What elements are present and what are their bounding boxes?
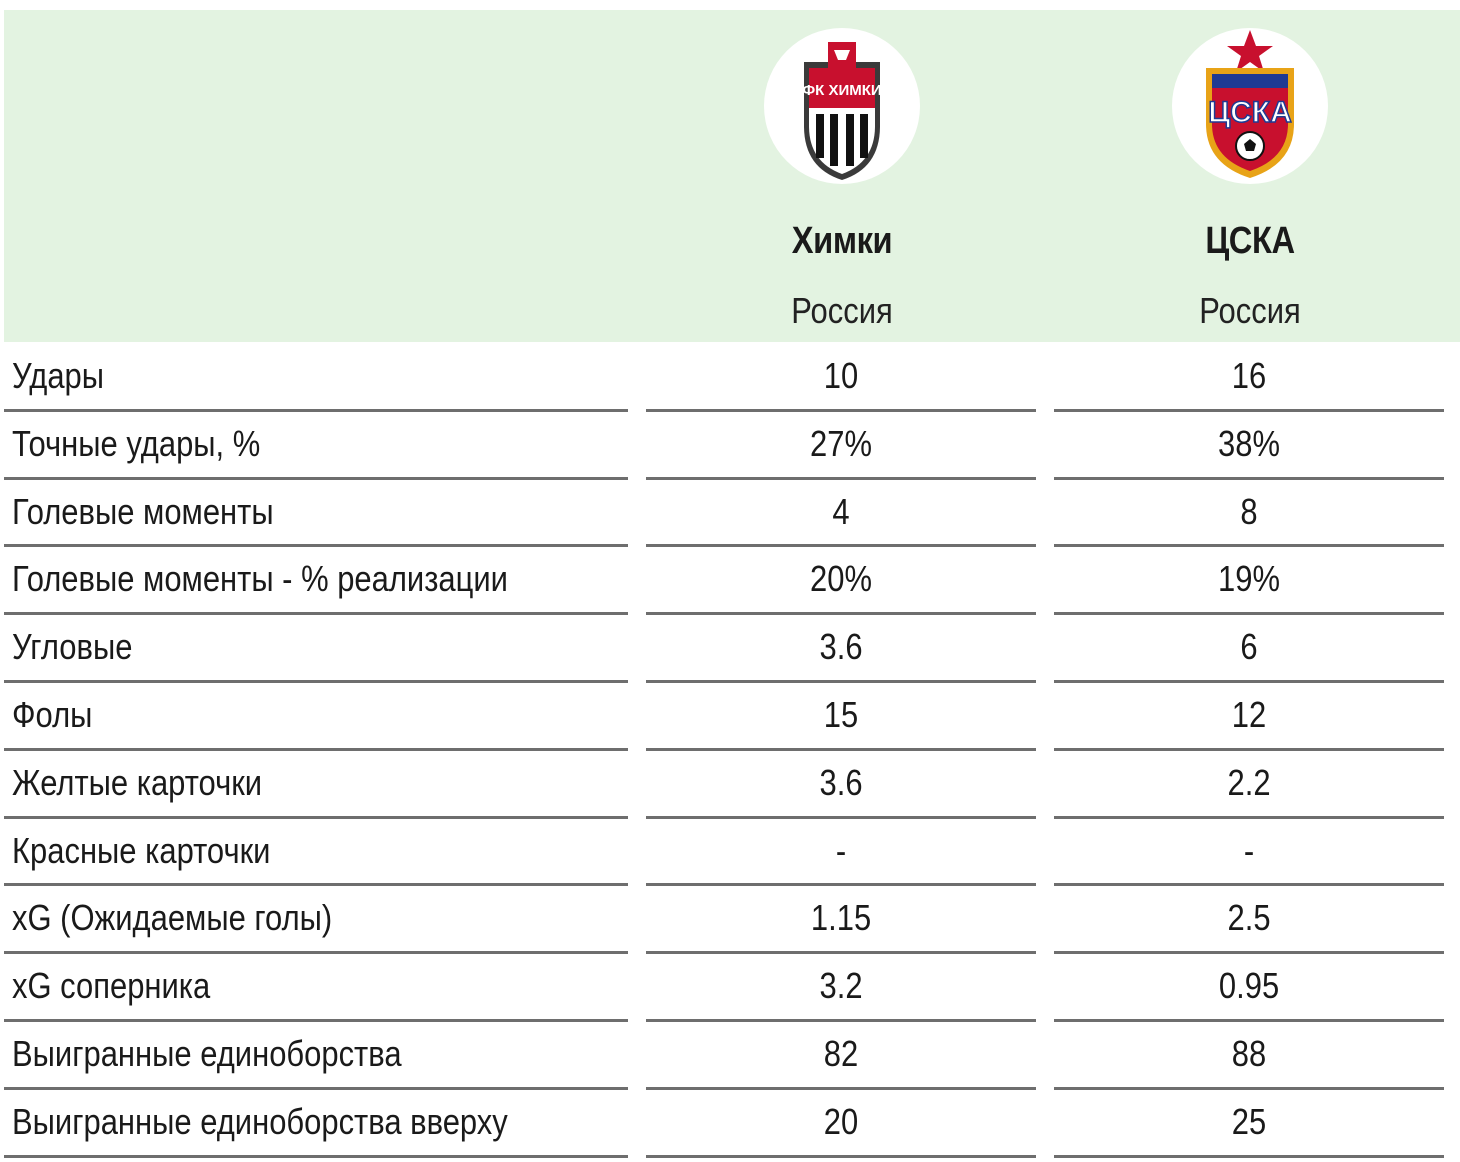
stat-value-home: [646, 547, 1036, 615]
stat-label-text: Красные карточки: [12, 829, 271, 871]
team-country-home: Россия: [791, 290, 893, 331]
svg-text:ФК ХИМКИ: ФК ХИМКИ: [802, 82, 882, 99]
stat-label-text: Голевые моменты - % реализации: [12, 558, 508, 600]
stat-value-away: [1054, 412, 1444, 480]
stat-label-text: Выигранные единоборства вверху: [12, 1100, 508, 1142]
stat-value-home-text: 15: [823, 693, 859, 735]
stat-label: [4, 819, 628, 887]
stat-value-home-text: 3.6: [819, 626, 863, 668]
stat-value-home: [646, 1022, 1036, 1090]
stat-value-home: [646, 683, 1036, 751]
stat-value-away-text: 0.95: [1218, 965, 1280, 1007]
stat-value-away: [1054, 547, 1444, 615]
stat-label-text: Выигранные единоборства: [12, 1032, 402, 1074]
stat-value-away: [1054, 480, 1444, 548]
stat-value-away: [1054, 751, 1444, 819]
stat-label-text: Угловые: [12, 626, 133, 668]
table-row: [4, 1090, 1460, 1158]
stat-value-away: [1054, 954, 1444, 1022]
stat-value-away-text: -: [1243, 829, 1255, 871]
stat-value-home: [646, 615, 1036, 683]
stat-label: [4, 615, 628, 683]
team-name-away: ЦСКА: [1205, 220, 1295, 262]
stat-label-text: Желтые карточки: [12, 761, 263, 803]
stat-value-home-text: 3.2: [819, 965, 863, 1007]
stat-value-away-text: 6: [1240, 626, 1258, 668]
svg-text:ЦСКА: ЦСКА: [1208, 96, 1292, 129]
stat-label: [4, 1090, 628, 1158]
stat-label: [4, 954, 628, 1022]
stat-value-home: [646, 819, 1036, 887]
stat-label: [4, 344, 628, 412]
stat-label-text: Точные удары, %: [12, 422, 261, 464]
stat-value-home-text: 10: [823, 355, 859, 396]
stat-label: [4, 751, 628, 819]
stat-value-home: [646, 412, 1036, 480]
stat-value-home-text: 27%: [810, 422, 872, 464]
stat-label-text: xG соперника: [12, 965, 211, 1007]
table-row: [4, 547, 1460, 615]
stat-value-home-text: 1.15: [810, 897, 872, 939]
stats-table: [4, 344, 1460, 1158]
stat-value-away: [1054, 683, 1444, 751]
table-header: [4, 10, 1460, 342]
stat-value-home-text: -: [835, 829, 847, 871]
khimki-crest-icon: [764, 28, 920, 184]
table-row: [4, 886, 1460, 954]
stat-label: [4, 683, 628, 751]
stat-value-away: [1054, 819, 1444, 887]
team-column-khimki: [632, 10, 1052, 342]
stat-value-home-text: 20%: [810, 558, 872, 600]
stat-label: [4, 1022, 628, 1090]
stat-value-away-text: 38%: [1218, 422, 1280, 464]
stat-value-home: [646, 886, 1036, 954]
table-row: [4, 412, 1460, 480]
stat-label: [4, 412, 628, 480]
stat-value-away-text: 8: [1240, 490, 1258, 532]
stat-value-away-text: 88: [1231, 1032, 1267, 1074]
table-row: [4, 344, 1460, 412]
table-row: [4, 819, 1460, 887]
stat-value-away-text: 19%: [1218, 558, 1280, 600]
stat-value-home: [646, 344, 1036, 412]
stat-value-home-text: 4: [832, 490, 850, 532]
table-row: [4, 683, 1460, 751]
stat-value-home-text: 20: [823, 1100, 859, 1142]
stat-value-away: [1054, 886, 1444, 954]
stat-value-away-text: 12: [1231, 693, 1267, 735]
stat-value-away: [1054, 344, 1444, 412]
team-country-away: Россия: [1199, 290, 1301, 331]
stat-value-home: [646, 751, 1036, 819]
table-row: [4, 1022, 1460, 1090]
stat-value-home-text: 3.6: [819, 761, 863, 803]
stat-label: [4, 480, 628, 548]
team-column-cska: [1040, 10, 1460, 342]
stat-value-away-text: 2.2: [1227, 761, 1271, 803]
stat-label-text: xG (Ожидаемые голы): [12, 897, 333, 939]
table-row: [4, 751, 1460, 819]
stat-value-away-text: 25: [1231, 1100, 1267, 1142]
stat-value-away: [1054, 1090, 1444, 1158]
stat-value-away: [1054, 1022, 1444, 1090]
stat-label-text: Голевые моменты: [12, 490, 274, 532]
stat-value-home-text: 82: [823, 1032, 859, 1074]
stat-label-text: Удары: [12, 355, 105, 396]
team-name-home: Химки: [791, 220, 893, 262]
stat-value-away-text: 2.5: [1227, 897, 1271, 939]
stat-value-home: [646, 1090, 1036, 1158]
table-row: [4, 954, 1460, 1022]
table-row: [4, 480, 1460, 548]
table-row: [4, 615, 1460, 683]
stat-value-home: [646, 954, 1036, 1022]
cska-crest-icon: [1172, 28, 1328, 184]
stat-label: [4, 547, 628, 615]
stat-value-home: [646, 480, 1036, 548]
stat-value-away-text: 16: [1231, 355, 1267, 396]
stat-value-away: [1054, 615, 1444, 683]
stat-label-text: Фолы: [12, 693, 93, 735]
stat-label: [4, 886, 628, 954]
